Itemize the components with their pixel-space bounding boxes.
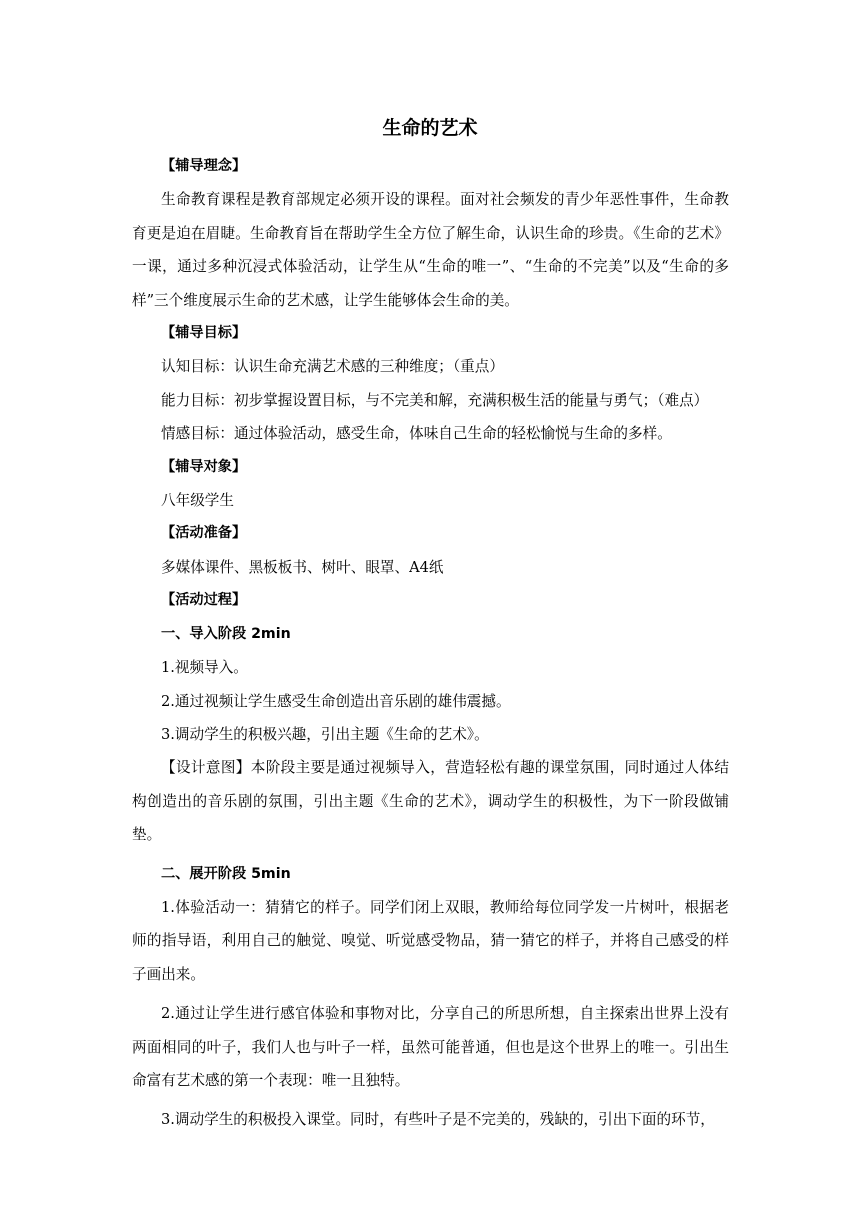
- stage2-item-1: 1.体验活动一：猜猜它的样子。同学们闭上双眼，教师给每位同学发一片树叶，根据老师的指导语，利用自己的触觉、嗅觉、听觉感受物品，猜一猜它的样子，并将自己感受的样子画出来。: [132, 898, 729, 983]
- section-heading-audience: 【辅导对象】: [161, 458, 247, 475]
- stage1-design-intent: 【设计意图】本阶段主要是通过视频导入，营造轻松有趣的课堂氛围，同时通过人体结构创造出的音乐剧的氛围，引出主题《生命的艺术》，调动学生的积极性，为下一阶段做铺垫。: [132, 759, 729, 844]
- stage1-item-2: 2.通过视频让学生感受生命创造出音乐剧的雄伟震撼。: [161, 692, 511, 710]
- document-body: [132, 150, 729, 1137]
- section-heading-process: 【活动过程】: [161, 592, 247, 609]
- stage2-item-3: 3.调动学生的积极投入课堂。同时，有些叶子是不完美的，残缺的，引出下面的环节，: [161, 1111, 715, 1129]
- goal-cognitive: 认知目标：认识生命充满艺术感的三种维度；（重点）: [161, 358, 504, 376]
- stage2-heading: 二、展开阶段 5min: [161, 865, 291, 882]
- preparation-text: 多媒体课件、黑板板书、树叶、眼罩、A4纸: [161, 558, 444, 576]
- section-heading-goals: 【辅导目标】: [161, 325, 247, 342]
- audience-text: 八年级学生: [161, 492, 234, 510]
- section-heading-preparation: 【活动准备】: [161, 525, 247, 542]
- stage1-heading: 一、导入阶段 2min: [161, 625, 291, 642]
- document-title: 生命的艺术: [382, 117, 478, 139]
- section-heading-philosophy: 【辅导理念】: [161, 158, 247, 174]
- philosophy-paragraph: 生命教育课程是教育部规定必须开设的课程。面对社会频发的青少年恶性事件，生命教育更是迫在眉睫。生命教育旨在帮助学生全方位了解生命，认识生命的珍贵。《生命的艺术》一课，通过多种沉浸式体验活动，让学生从“生命的唯一”、“生命的不完美”以及“生命的多样”三个维度展示生命的艺术感，让学生能够体会生命的美。: [132, 191, 729, 309]
- goal-ability: 能力目标：初步掌握设置目标，与不完美和解，充满积极生活的能量与勇气；（难点）: [161, 391, 709, 409]
- goal-emotion: 情感目标：通过体验活动，感受生命，体味自己生命的轻松愉悦与生命的多样。: [161, 425, 672, 443]
- stage2-item-2: 2.通过让学生进行感官体验和事物对比，分享自己的所思所想，自主探索出世界上没有两面相同的叶子，我们人也与叶子一样，虽然可能普通，但也是这个世界上的唯一。引出生命富有艺术感的第一个表现：唯一且独特。: [132, 1005, 729, 1089]
- stage1-item-3: 3.调动学生的积极兴趣，引出主题《生命的艺术》。: [161, 725, 489, 743]
- stage1-item-1: 1.视频导入。: [161, 659, 248, 677]
